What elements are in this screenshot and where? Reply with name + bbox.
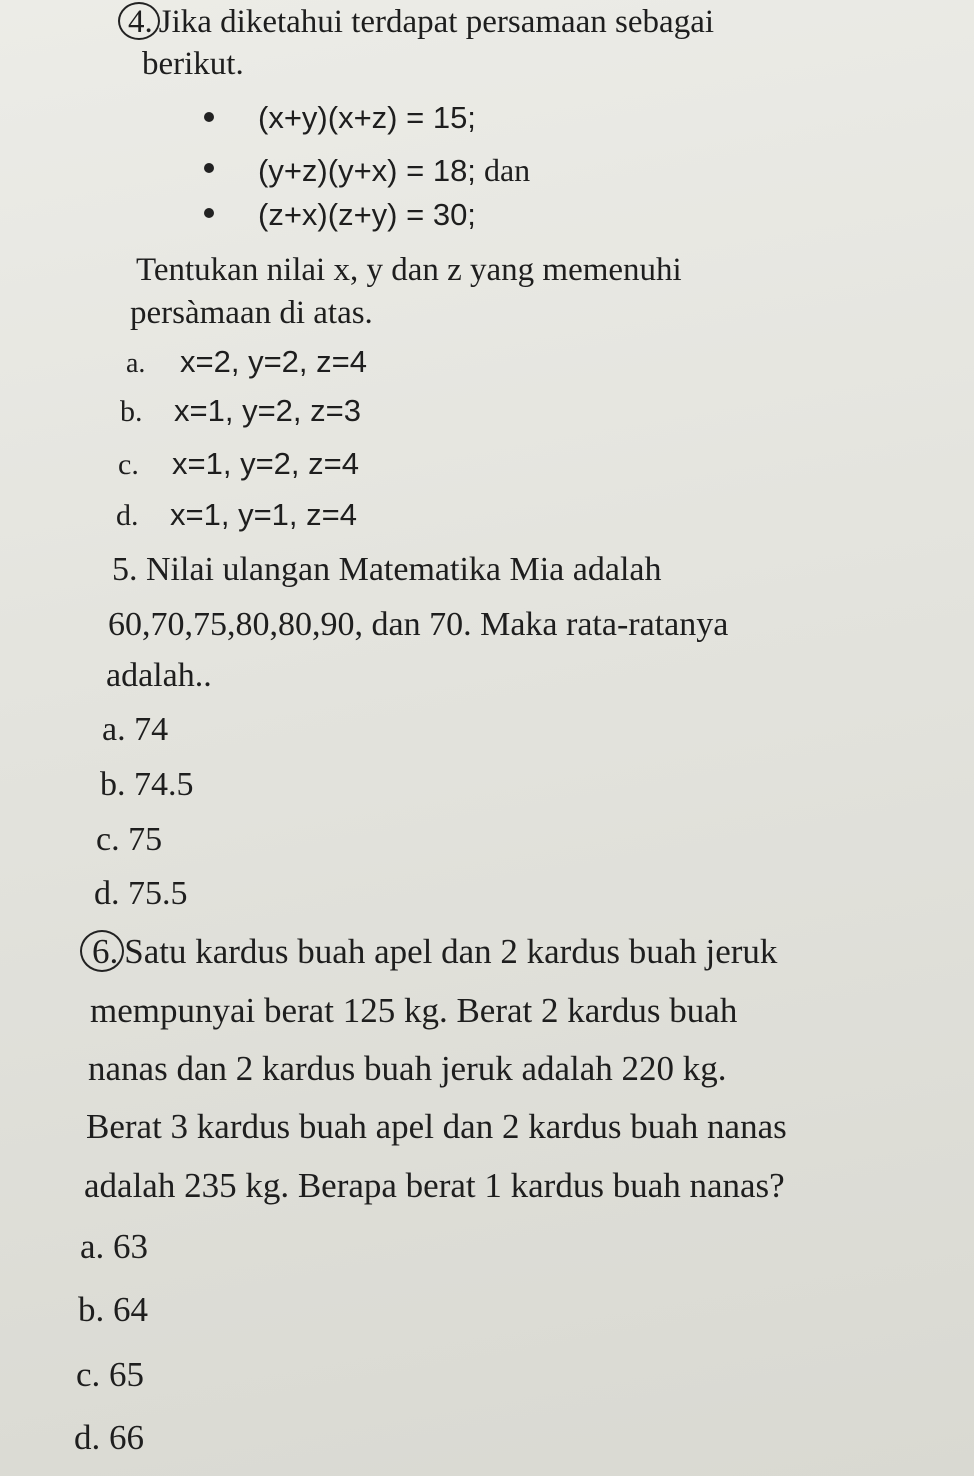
q6-line5: adalah 235 kg. Berapa berat 1 kardus buah nanas? bbox=[84, 1166, 785, 1205]
q4-equation-3: (z+x)(z+y) = 30; bbox=[258, 197, 476, 232]
q6-line2: mempunyai berat 125 kg. Berat 2 kardus buah bbox=[90, 991, 738, 1030]
q4-equation-2: (y+z)(y+x) = 18; dan bbox=[258, 152, 531, 188]
q5-line3: adalah.. bbox=[106, 657, 212, 694]
q5-option-b: b. 74.5 bbox=[100, 766, 194, 803]
q4-intro-line2: berikut. bbox=[142, 46, 244, 82]
q6-line1: 6. Satu kardus buah apel dan 2 kardus buah jeruk bbox=[92, 932, 777, 972]
q5-line1: 5. Nilai ulangan Matematika Mia adalah bbox=[112, 551, 662, 588]
q4-number: 4. bbox=[128, 2, 153, 42]
q5-option-d: d. 75.5 bbox=[94, 875, 188, 912]
q6-number: 6. bbox=[92, 932, 118, 972]
q4-eq1-bullet bbox=[204, 112, 214, 122]
q4-question-line2: persàmaan di atas. bbox=[130, 295, 373, 331]
q5-line2: 60,70,75,80,80,90, dan 70. Maka rata-ratanya bbox=[108, 606, 729, 643]
q4-option-b: b. x=1, y=2, z=3 bbox=[120, 393, 361, 428]
q6-option-c: c. 65 bbox=[76, 1355, 145, 1394]
q6-option-a: a. 63 bbox=[80, 1227, 149, 1266]
q6-line3: nanas dan 2 kardus buah jeruk adalah 220 kg. bbox=[88, 1049, 727, 1088]
q6-number-circle bbox=[80, 930, 124, 972]
q5-option-a: a. 74 bbox=[102, 711, 169, 748]
q5-option-c: c. 75 bbox=[96, 821, 163, 858]
q6-option-d: d. 66 bbox=[74, 1418, 144, 1457]
q6-line4: Berat 3 kardus buah apel dan 2 kardus buah nanas bbox=[86, 1107, 787, 1146]
q4-option-a: a. x=2, y=2, z=4 bbox=[126, 344, 367, 379]
q4-option-c: c. x=1, y=2, z=4 bbox=[118, 446, 359, 481]
q4-equation-1: (x+y)(x+z) = 15; bbox=[258, 100, 476, 135]
q4-eq2-bullet bbox=[204, 163, 214, 173]
q4-eq3-bullet bbox=[204, 208, 214, 218]
q6-option-b: b. 64 bbox=[78, 1290, 148, 1329]
q4-number-circle bbox=[118, 2, 160, 40]
q4-question-line1: Tentukan nilai x, y dan z yang memenuhi bbox=[136, 252, 682, 288]
q4-intro-line1: 4. Jika diketahui terdapat persamaan sebagai bbox=[128, 2, 714, 42]
q4-option-d: d. x=1, y=1, z=4 bbox=[116, 497, 357, 532]
